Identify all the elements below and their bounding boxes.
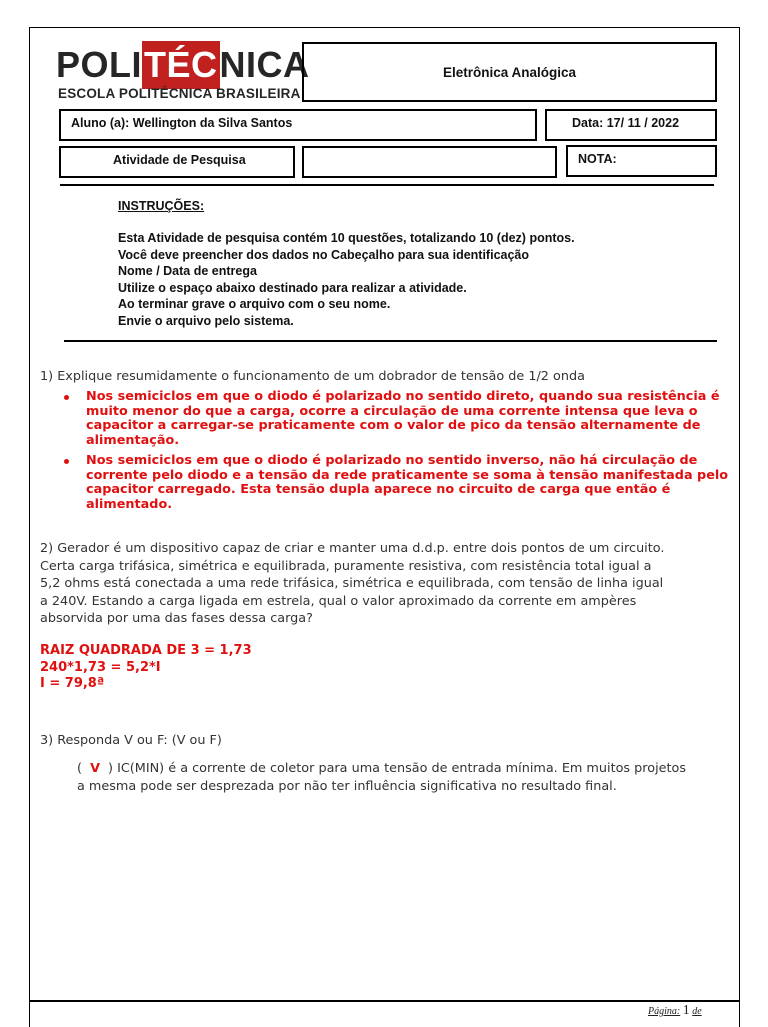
student-name: Aluno (a): Wellington da Silva Santos <box>71 116 293 130</box>
q3-answer-mark: V <box>90 761 100 776</box>
q3-item-1: ( V ) IC(MIN) é a corrente de coletor para uma tensão de entrada mínima. Em muitos projetos a mesma pode ser desprezada por não ter influência significativa no resultado final. <box>77 761 687 794</box>
question-1: 1) Explique resumidamente o funcionamento de um dobrador de tensão de 1/2 onda <box>40 369 585 384</box>
blank-box <box>302 146 557 178</box>
grade-label: NOTA: <box>578 152 617 166</box>
course-box <box>302 42 717 102</box>
instructions-title: INSTRUÇÕES: <box>118 199 205 213</box>
logo-subtitle: ESCOLA POLITÉCNICA BRASILEIRA <box>58 86 301 101</box>
question-2: 2) Gerador é um dispositivo capaz de criar e manter uma d.d.p. entre dois pontos de um circuito. Certa carga trifásica, simétrica e equilibrada, puramente resistiva, com resistência total igual a 5,2 ohms está conectada a uma rede trifásica, simétrica e equilibrada, com tensão de linha igual a 240V. Estando a carga ligada em estrela, qual o valor aproximado da corrente em ampères absorvida por uma das fases dessa carga? <box>40 541 665 626</box>
footer-divider <box>29 1000 740 1002</box>
instructions-divider <box>64 340 717 342</box>
question-3: 3) Responda V ou F: (V ou F) <box>40 733 222 748</box>
q1-answer-2: Nos semiciclos em que o diodo é polarizado no sentido inverso, não há circulação de corrente pelo diodo e a tensão da rede praticamente se soma à tensão manifestada pelo capacitor carregado. Esta tensão dupla aparece no circuito de carga que então é alimentado. <box>86 453 729 512</box>
q2-answer: RAIZ QUADRADA DE 3 = 1,73 240*1,73 = 5,2*I I = 79,8ª <box>40 643 252 691</box>
activity-type: Atividade de Pesquisa <box>113 153 246 167</box>
course-title: Eletrônica Analógica <box>442 64 577 80</box>
instruction-line: Ao terminar grave o arquivo com o seu nome. <box>118 297 391 311</box>
student-box <box>59 109 537 141</box>
date-value: Data: 17/ 11 / 2022 <box>572 116 680 130</box>
instruction-line: Esta Atividade de pesquisa contém 10 questões, totalizando 10 (dez) pontos. <box>118 231 575 245</box>
bullet-icon <box>64 459 69 464</box>
page-number: Página: 1 de <box>648 1003 702 1018</box>
instruction-line: Envie o arquivo pelo sistema. <box>118 313 294 328</box>
grade-box <box>566 145 717 177</box>
bullet-icon <box>64 395 69 400</box>
activity-box <box>59 146 295 178</box>
instruction-line: Nome / Data de entrega <box>118 264 257 278</box>
logo-wordmark: POLITÉCNICA <box>56 43 310 89</box>
header-divider <box>60 184 714 186</box>
date-box <box>545 109 717 141</box>
q1-answer-1: Nos semiciclos em que o diodo é polarizado no sentido direto, quando sua resistência é muito menor do que a carga, ocorre a circulação de uma corrente intensa que leva o capacitor a carregar-se praticamente com o valor de pico da tensão alternamente de alimentação. <box>86 389 720 448</box>
instruction-line: Utilize o espaço abaixo destinado para realizar a atividade. <box>118 280 467 295</box>
school-logo <box>56 40 310 104</box>
instruction-line: Você deve preencher dos dados no Cabeçalho para sua identificação <box>118 247 530 262</box>
